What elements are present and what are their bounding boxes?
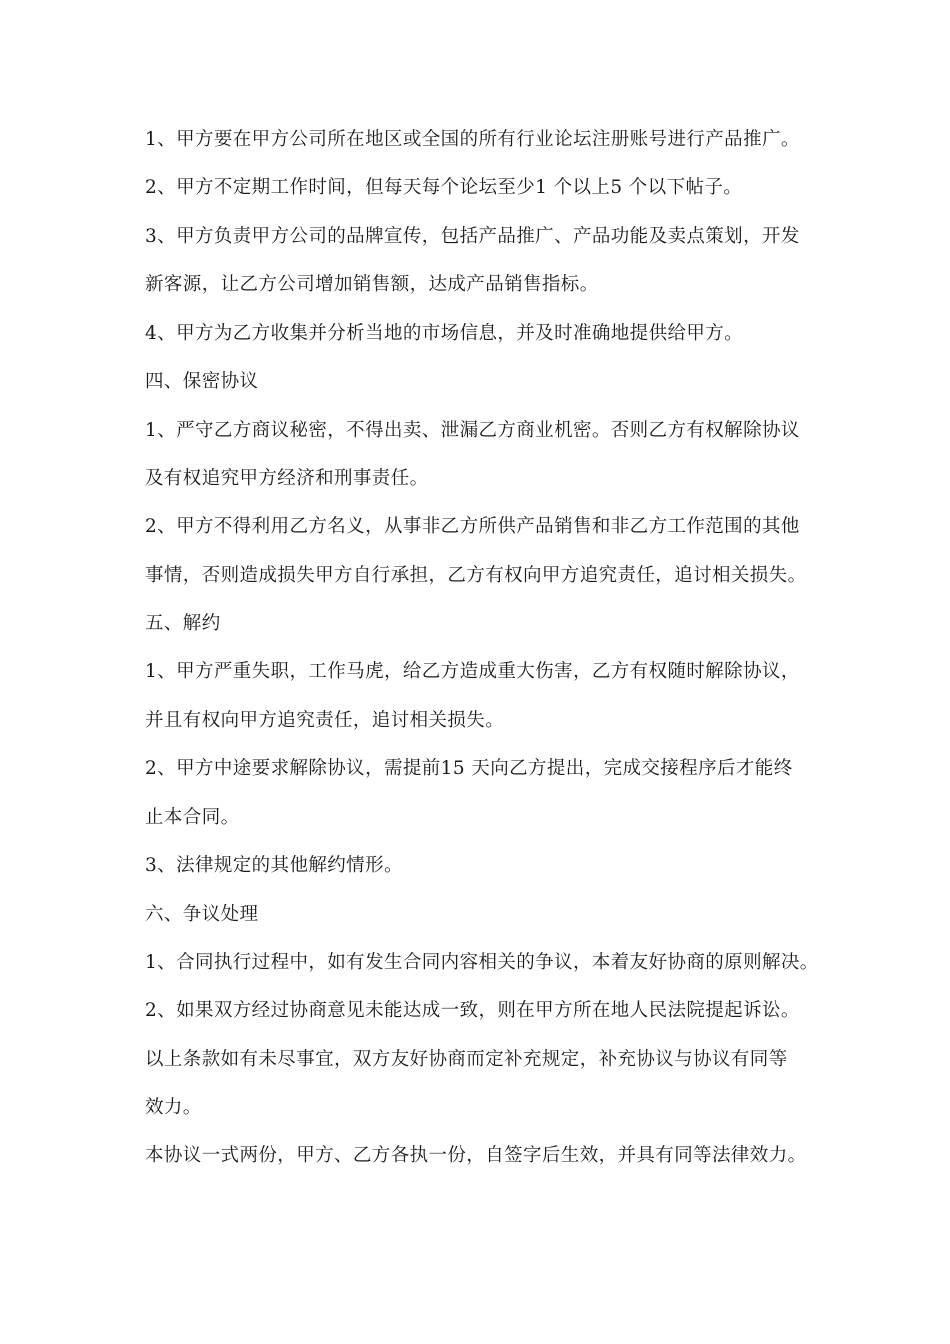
text-line: 1、合同执行过程中，如有发生合同内容相关的争议，本着友好协商的原则解决。 — [145, 952, 819, 973]
text-line: 并且有权向甲方追究责任，追讨相关损失。 — [145, 710, 505, 731]
text-line: 以上条款如有未尽事宜，双方友好协商而定补充规定，补充协议与协议有同等 — [145, 1049, 788, 1070]
section-heading: 五、解约 — [145, 613, 221, 634]
text-line: 2、甲方不定期工作时间，但每天每个论坛至少1 个以上5 个以下帖子。 — [145, 177, 743, 198]
text-line: 2、甲方中途要求解除协议，需提前15 天向乙方提出，完成交接程序后才能终 — [145, 758, 793, 779]
text-line: 事情，否则造成损失甲方自行承担，乙方有权向甲方追究责任，追讨相关损失。 — [145, 565, 807, 586]
text-line: 4、甲方为乙方收集并分析当地的市场信息，并及时准确地提供给甲方。 — [145, 323, 744, 344]
text-line: 2、如果双方经过协商意见未能达成一致，则在甲方所在地人民法院提起诉讼。 — [145, 1000, 800, 1021]
section-heading: 六、争议处理 — [145, 904, 259, 925]
text-line: 3、甲方负责甲方公司的品牌宣传，包括产品推广、产品功能及卖点策划，开发 — [145, 226, 800, 247]
text-line: 及有权追究甲方经济和刑事责任。 — [145, 468, 429, 489]
text-line: 2、甲方不得利用乙方名义，从事非乙方所供产品销售和非乙方工作范围的其他 — [145, 516, 800, 537]
text-line: 止本合同。 — [145, 807, 240, 828]
text-line: 1、甲方严重失职，工作马虎，给乙方造成重大伤害，乙方有权随时解除协议， — [145, 661, 800, 682]
section-heading: 四、保密协议 — [145, 371, 259, 392]
text-line: 新客源，让乙方公司增加销售额，达成产品销售指标。 — [145, 274, 599, 295]
text-line: 1、严守乙方商议秘密，不得出卖、泄漏乙方商业机密。否则乙方有权解除协议 — [145, 420, 800, 441]
text-line: 1、甲方要在甲方公司所在地区或全国的所有行业论坛注册账号进行产品推广。 — [145, 129, 800, 150]
text-line: 效力。 — [145, 1097, 202, 1118]
text-line: 本协议一式两份，甲方、乙方各执一份，自签字后生效，并具有同等法律效力。 — [145, 1145, 807, 1166]
text-line: 3、法律规定的其他解约情形。 — [145, 855, 403, 876]
